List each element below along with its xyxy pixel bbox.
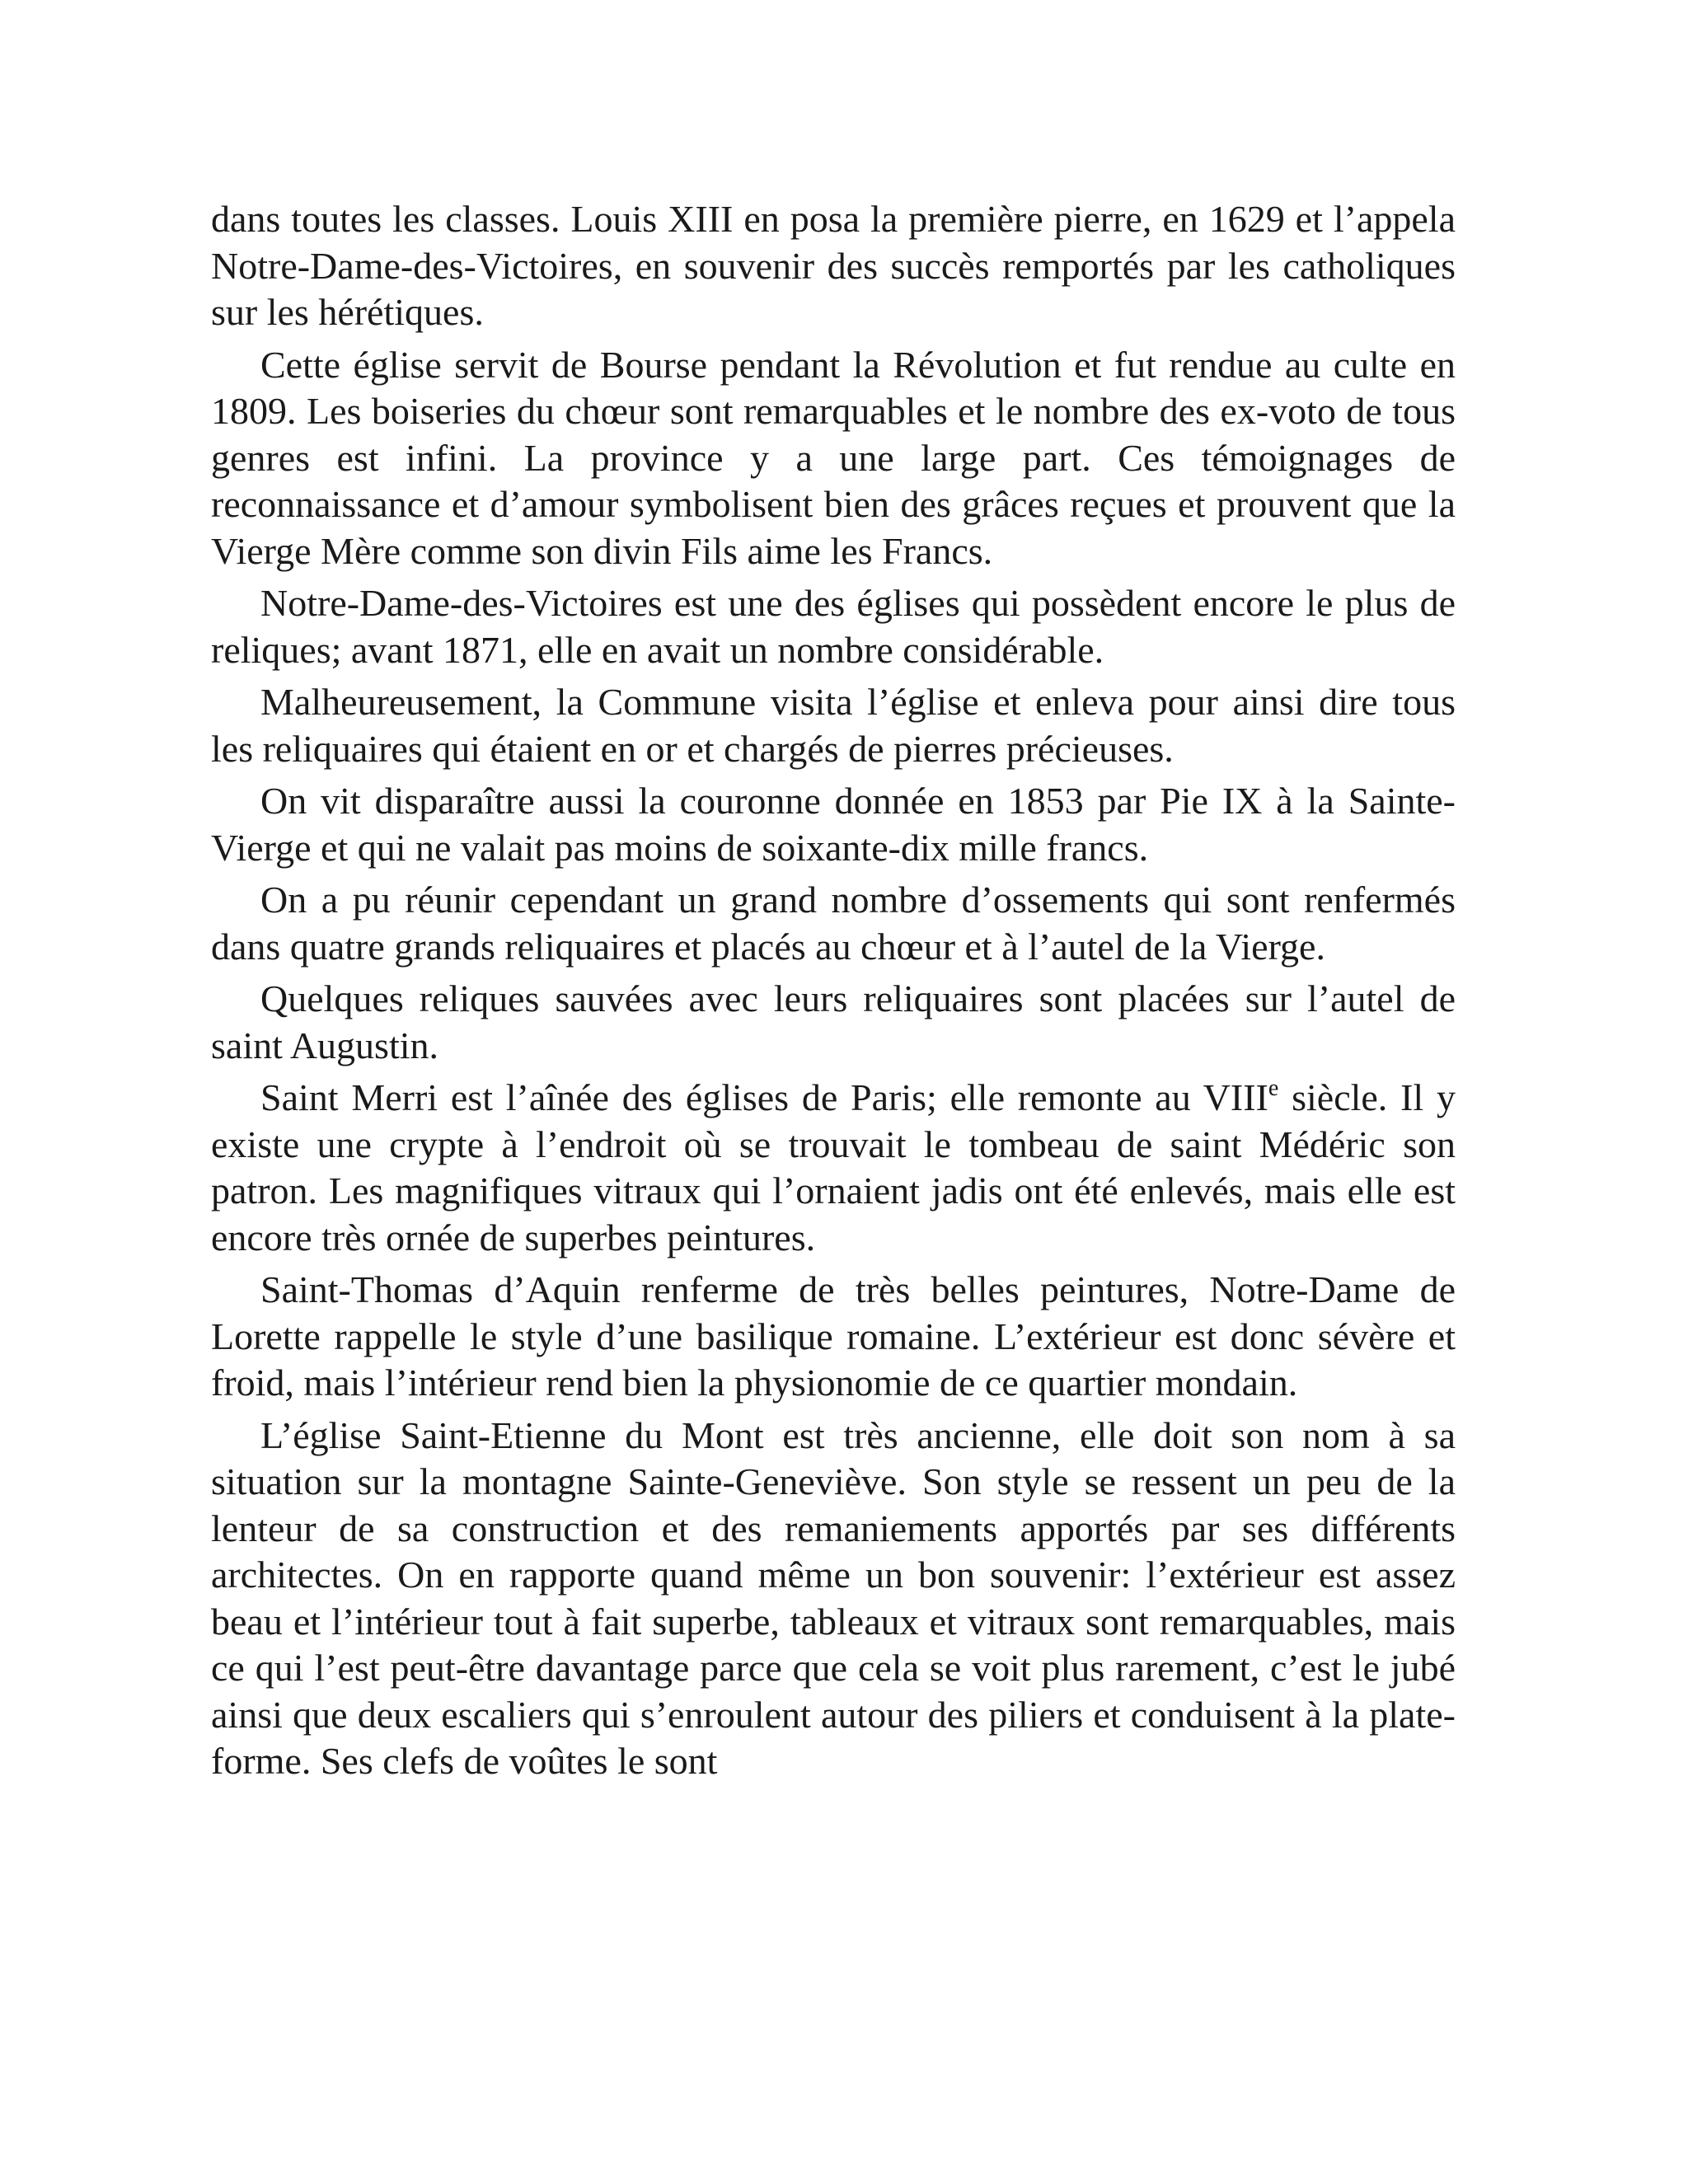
page-body (211, 196, 1456, 1791)
saint-merri-text: Saint Merri est l’aînée des églises de Paris; elle remonte au VIII (260, 1076, 1268, 1118)
paragraph-victoires-foundation: dans toutes les classes. Louis XIII en posa la première pierre, en 1629 et l’appela Notre-Dame-des-Victoires, en souvenir des succès remportés par les catholiques sur les hérétiques. (211, 198, 1456, 333)
saint-merri-text-continued: siècle. Il y existe une crypte à l’endroit où se trouvait le tombeau de saint Médéric son patron. Les magnifiques vitraux qui l’ornaient jadis ont été enlevés, mais elle est encore très ornée de superbes peintures. (211, 1076, 1456, 1258)
paragraph-saint-augustin: Quelques reliques sauvées avec leurs reliquaires sont placées sur l’autel de saint Augustin. (211, 977, 1456, 1066)
paragraph-saint-etienne: L’église Saint-Etienne du Mont est très ancienne, elle doit son nom à sa situation sur la montagne Sainte-Geneviève. Son style se ressent un peu de la lenteur de sa construction et des remaniements apportés par ses différents architectes. On en rapporte quand même un bon souvenir: l’extérieur est assez beau et l’intérieur tout à fait superbe, tableaux et vitraux sont remarquables, mais ce qui l’est peut-être davantage parce que cela se voit plus rarement, c’est le jubé ainsi que deux escaliers qui s’enroulent autour des piliers et conduisent à la plate-forme. Ses clefs de voûtes le sont (211, 1413, 1456, 1782)
paragraph-commune: Malheureusement, la Commune visita l’église et enleva pour ainsi dire tous les reliquaires qui étaient en or et chargés de pierres précieuses. (211, 681, 1456, 770)
paragraph-saint-merri (211, 1075, 1456, 1261)
paragraph-bourse-exvoto: Cette église servit de Bourse pendant la Révolution et fut rendue au culte en 1809. Les boiseries du chœur sont remarquables et le nombre des ex-voto de tous genres est infini. La province y a une large part. Ces témoignages de reconnaissance et d’amour symbolisent bien des grâces reçues et prouvent que la Vierge Mère comme son divin Fils aime les Francs. (211, 343, 1456, 572)
century-superscript: e (1268, 1076, 1279, 1101)
paragraph-couronne: On vit disparaître aussi la couronne donnée en 1853 par Pie IX à la Sainte-Vierge et qui ne valait pas moins de soixante-dix mille francs. (211, 780, 1456, 869)
paragraph-ossements: On a pu réunir cependant un grand nombre d’ossements qui sont renfermés dans quatre grands reliquaires et placés au chœur et à l’autel de la Vierge. (211, 879, 1456, 968)
paragraph-saint-thomas: Saint-Thomas d’Aquin renferme de très belles peintures, Notre-Dame de Lorette rappelle le style d’une basilique romaine. L’extérieur est donc sévère et froid, mais l’intérieur rend bien la physionomie de ce quartier mondain. (211, 1268, 1456, 1404)
paragraph-reliques: Notre-Dame-des-Victoires est une des églises qui possèdent encore le plus de reliques; avant 1871, elle en avait un nombre considérable. (211, 582, 1456, 671)
